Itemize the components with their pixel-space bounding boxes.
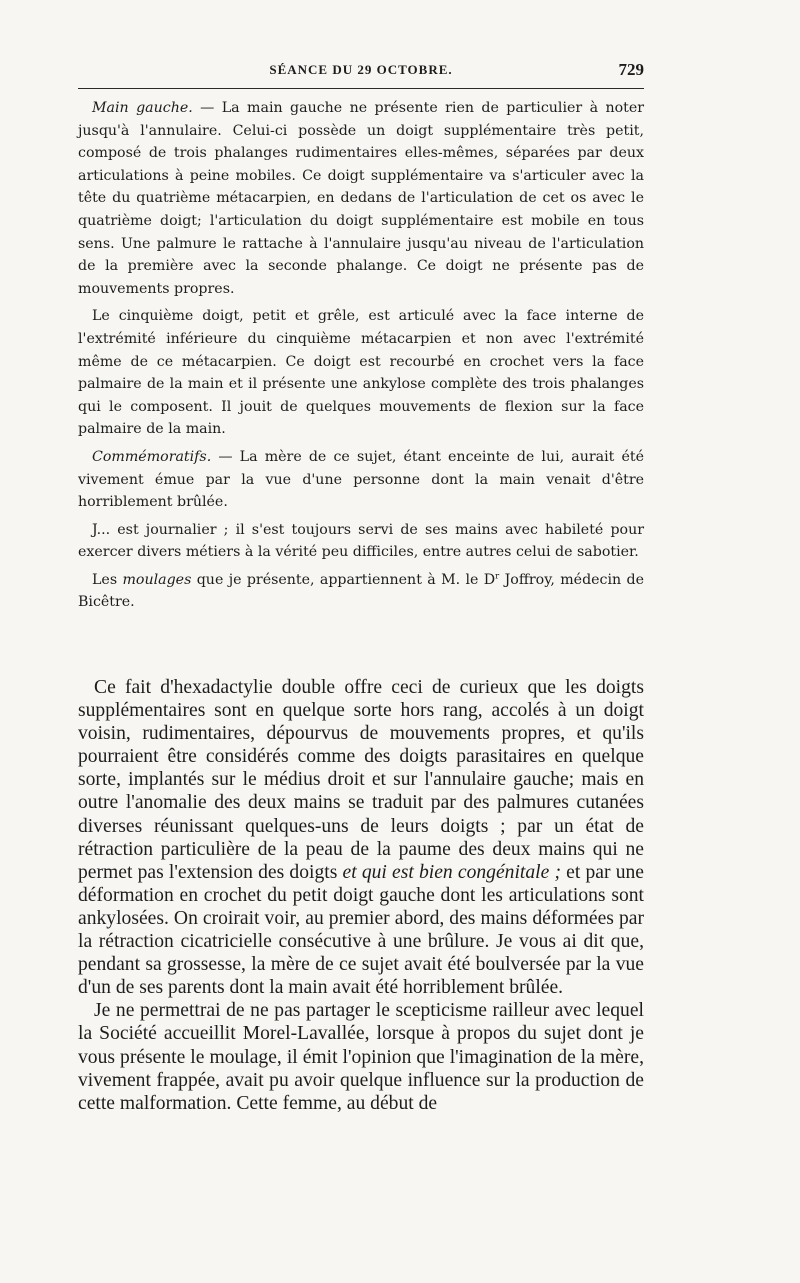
paragraph-journalier: J... est journalier ; il s'est toujours servi de ses mains avec habileté pour exercer divers métiers à la vérité peu difficiles, entre autres celui de sabotier. [78,521,644,561]
running-header [78,60,644,84]
text-run: que je présente, appartiennent à M. le D [191,571,496,588]
paragraph-main-gauche [78,97,644,300]
text-run: Les [92,571,123,588]
discussion-section [78,676,644,1115]
paragraph-text: — La mère de ce sujet, étant enceinte de lui, aurait été vivement émue par la vue d'une personne dont la main venait d'être horriblement brûlée. [78,448,644,511]
page-number: 729 [618,60,644,79]
observation-section [78,97,644,619]
text-run: et par une déformation en crochet du petit doigt gauche dont les articulations sont ankylosées. On croirait voir, au premier abord, des mains déformées par la rétraction cicatricielle consécutive à une brûlure. Je vous ai dit que, pendant sa grossesse, la mère de ce sujet avait été boulversée par la vue d'un de ses parents dont la main avait été horriblement brûlée. [78,861,644,999]
text-run: Joffroy, médecin de Bicêtre. [78,571,645,611]
running-title: SÉANCE DU 29 OCTOBRE. [269,62,453,77]
paragraph-moulages [78,569,644,614]
paragraph-scepticisme: Je ne permettrai de ne pas partager le scepticisme railleur avec lequel la Société accueillit Morel-Lavallée, lorsque à propos du sujet dont je vous présente le moulage, il émit l'opinion que l'imagination de la mère, vivement frappée, avait pu avoir quelque influence sur la production de cette malformation. Cette femme, au début de [78,1000,644,1114]
italic-moulages: moulages [122,571,192,588]
paragraph-commemoratifs [78,446,644,514]
italic-congenitale: et qui est bien congénitale ; [342,861,561,883]
paragraph-lead-main-gauche: Main gauche. [92,100,193,116]
header-rule [78,88,644,89]
paragraph-lead-commemoratifs: Commémoratifs. [92,448,212,465]
paragraph-cinquieme-doigt: Le cinquième doigt, petit et grêle, est articulé avec la face interne de l'extrémité inférieure du cinquième métacarpien et non avec l'extrémité même de ce métacarpien. Ce doigt est recourbé en crochet vers la face palmaire de la main et il présente une ankylose complète des trois phalanges qui le composent. Il jouit de quelques mouvements de flexion sur la face palmaire de la main. [78,308,644,438]
paragraph-text: — La main gauche ne présente rien de particulier à noter jusqu'à l'annulaire. Celui-ci possède un doigt supplémentaire très petit, composé de trois phalanges rudimentaires elles-mêmes, séparées par deux articulations à peine mobiles. Ce doigt supplémentaire va s'articuler avec la tête du quatrième métacarpien, en dedans de l'articulation de cet os avec le quatrième doigt; l'articulation du doigt supplémentaire est mobile en tous sens. Une palmure le rattache à l'annulaire jusqu'au niveau de l'articulation de la première avec la seconde phalange. Ce doigt ne présente pas de mouvements propres. [78,100,645,297]
paragraph-hexadactylie [78,676,644,999]
text-run: Ce fait d'hexadactylie double offre ceci de curieux que les doigts supplémentaires sont en quelque sorte hors rang, accolés à un doigt voisin, rudimentaires, dépourvus de mouvements propres, et qu'ils pourraient être considérés comme des doigts parasitaires en quelque sorte, implantés sur le médius droit et sur l'annulaire gauche; mais en outre l'anomalie des deux mains se traduit par des palmures cutanées diverses réunissant quelques-uns de leurs doigts ; par un état de rétraction particulière de la peau de la paume des deux mains qui ne permet pas l'extension des doigts [78,677,644,883]
superscript-r: r [495,571,500,582]
